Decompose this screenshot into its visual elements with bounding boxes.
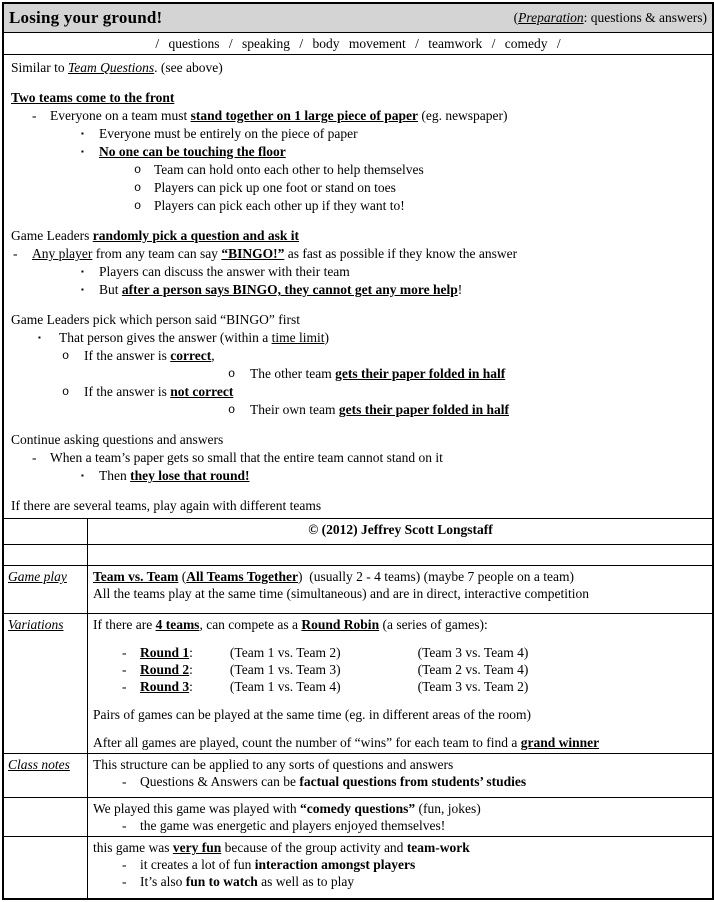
bullet-circle-icon: o [228, 403, 236, 417]
text-segment: ! [457, 282, 463, 297]
row-label-cell [4, 754, 88, 797]
page-title: Losing your ground! [9, 8, 163, 27]
text-line [92, 873, 708, 890]
text-segment: Players can discuss the answer with their team [99, 264, 350, 279]
bullet-square-icon: ▪ [81, 147, 84, 156]
text-segment: , can compete as a [199, 617, 302, 632]
text-line [4, 281, 712, 299]
text-line [92, 568, 708, 585]
text-segment: because of the group activity and [221, 840, 407, 855]
text-line [4, 311, 712, 329]
text-segment: If there are [93, 617, 156, 632]
text-segment: All Teams Together [186, 569, 299, 584]
text-segment: (Team 2 vs. Team 4) [417, 662, 529, 677]
bullet-dash-icon: - [122, 645, 127, 660]
text-line [4, 401, 712, 419]
text-segment: : [189, 645, 193, 660]
row-label-cell [4, 519, 88, 544]
bullet-dash-icon: - [32, 108, 37, 123]
table-row-class-notes [4, 753, 712, 797]
text-segment: they lose that round! [130, 468, 250, 483]
row-label-cell [4, 545, 88, 565]
bullet-square-icon: ▪ [81, 285, 84, 294]
text-segment: Two teams come to the front [11, 90, 175, 105]
row-label: Game play [8, 569, 67, 584]
keywords-bar: / questions / speaking / body movement / teamwork / comedy / [4, 33, 712, 55]
blank-line [4, 215, 712, 227]
row-label-cell [4, 837, 88, 898]
blank-line [4, 77, 712, 89]
text-segment: ( [513, 10, 519, 25]
text-segment: All the teams play at the same time (simultaneous) and are in direct, interactive competition [93, 586, 589, 601]
text-segment: (Team 1 vs. Team 4) [229, 679, 341, 694]
text-segment: as well as to play [257, 874, 355, 889]
text-segment: Pairs of games can be played at the same time (eg. in different areas of the room) [93, 707, 531, 722]
text-segment: it creates a lot of fun [140, 857, 255, 872]
text-segment: Game Leaders pick which person said “BINGO” first [11, 312, 301, 327]
text-line [4, 263, 712, 281]
bullet-square-icon: ▪ [81, 129, 84, 138]
text-segment: stand together on 1 large piece of paper [190, 108, 418, 123]
text-line [4, 347, 712, 365]
text-segment: Game Leaders [11, 228, 93, 243]
text-segment: 4 teams [155, 617, 200, 632]
blank-line [92, 633, 708, 644]
text-line [4, 431, 712, 449]
text-segment: The other team [250, 366, 336, 381]
text-line [4, 227, 712, 245]
text-segment: . (see above) [154, 60, 223, 75]
bullet-circle-icon: o [62, 385, 70, 399]
bullet-dash-icon: - [13, 246, 18, 261]
text-segment: not correct [170, 384, 234, 399]
text-segment: this game was [93, 840, 173, 855]
text-line [92, 817, 708, 834]
row-content-cell [88, 519, 712, 544]
text-segment: “BINGO!” [221, 246, 285, 261]
text-segment: (a series of games): [379, 617, 488, 632]
text-line [4, 197, 712, 215]
bullet-circle-icon: o [228, 367, 236, 381]
text-line [92, 661, 708, 678]
bullet-circle-icon: o [62, 349, 70, 363]
text-segment: ( [178, 569, 187, 584]
text-segment: If the answer is [84, 384, 171, 399]
text-segment: the game was energetic and players enjoyed themselves! [140, 818, 446, 833]
text-line [92, 734, 708, 751]
text-segment: No one can be touching the floor [99, 144, 286, 159]
text-segment: Players can pick up one foot or stand on toes [154, 180, 396, 195]
title-bar [4, 4, 712, 33]
text-line [92, 644, 708, 661]
text-segment: But [99, 282, 122, 297]
text-segment: ) [324, 330, 329, 345]
row-label: Variations [8, 617, 64, 632]
bullet-square-icon: ▪ [81, 267, 84, 276]
bullet-circle-icon: o [134, 163, 142, 177]
document [2, 2, 714, 900]
text-line [92, 773, 708, 790]
table-row-game-play [4, 565, 712, 613]
row-content-cell [88, 614, 712, 753]
text-line [4, 449, 712, 467]
text-line [4, 89, 712, 107]
text-segment: (Team 1 vs. Team 2) [229, 645, 341, 660]
text-segment: Then [99, 468, 131, 483]
text-line [92, 706, 708, 723]
bullet-dash-icon: - [122, 662, 127, 677]
text-line [4, 59, 712, 77]
text-line [92, 678, 708, 695]
text-segment: Any player [32, 246, 93, 261]
text-segment: © (2012) Jeffrey Scott Longstaff [308, 522, 493, 537]
bullet-circle-icon: o [134, 199, 142, 213]
text-line [4, 383, 712, 401]
blank-line [92, 695, 708, 706]
bullet-square-icon: ▪ [38, 333, 41, 342]
text-segment: fun to watch [185, 874, 258, 889]
text-line [4, 329, 712, 347]
text-segment: from any team can say [92, 246, 222, 261]
text-segment: Round Robin [301, 617, 380, 632]
text-segment: Preparation [518, 10, 584, 25]
text-segment: : [189, 662, 193, 677]
text-line [4, 467, 712, 485]
table-row-variations [4, 613, 712, 753]
table-row-class-notes-3 [4, 836, 712, 898]
row-content-cell [88, 566, 712, 613]
text-segment: randomly pick a question and ask it [92, 228, 300, 243]
text-segment: Everyone on a team must [50, 108, 191, 123]
text-line [92, 839, 708, 856]
text-line [92, 856, 708, 873]
text-segment: (eg. newspaper) [417, 108, 508, 123]
text-segment: After all games are played, count the number of “wins” for each team to find a [93, 735, 521, 750]
text-line [4, 107, 712, 125]
text-segment: Similar to [11, 60, 68, 75]
text-segment: It’s also [140, 874, 186, 889]
blank-line [4, 419, 712, 431]
text-line [4, 245, 712, 263]
text-segment: Team vs. Team [93, 569, 179, 584]
text-segment: Round 3 [140, 679, 190, 694]
info-table [4, 518, 712, 898]
row-label-cell [4, 798, 88, 836]
bullet-circle-icon: o [134, 181, 142, 195]
text-line [92, 585, 708, 602]
text-line [92, 616, 708, 633]
text-segment: grand winner [520, 735, 600, 750]
row-label-cell [4, 614, 88, 753]
text-segment: Round 2 [140, 662, 190, 677]
row-label-cell [4, 566, 88, 613]
text-segment: Team can hold onto each other to help themselves [154, 162, 424, 177]
text-segment: Round 1 [140, 645, 190, 660]
bullet-square-icon: ▪ [81, 471, 84, 480]
text-segment: That person gives the answer (within a [59, 330, 272, 345]
row-content-cell [88, 837, 712, 898]
text-line [92, 521, 708, 538]
text-line [92, 800, 708, 817]
bullet-dash-icon: - [122, 857, 127, 872]
text-segment: gets their paper folded in half [335, 366, 506, 381]
text-segment: When a team’s paper gets so small that the entire team cannot stand on it [50, 450, 443, 465]
row-content-cell [88, 545, 712, 565]
row-content-cell [88, 798, 712, 836]
text-segment: as fast as possible if they know the answer [284, 246, 518, 261]
text-segment: (Team 1 vs. Team 3) [229, 662, 341, 677]
text-segment: factual questions from students’ studies [299, 774, 527, 789]
text-line [4, 179, 712, 197]
preparation-note [514, 10, 707, 26]
text-segment: gets their paper folded in half [338, 402, 509, 417]
text-segment: very fun [172, 840, 222, 855]
text-line [4, 497, 712, 515]
bullet-dash-icon: - [122, 774, 127, 789]
text-segment: time limit [271, 330, 325, 345]
text-line [4, 161, 712, 179]
bullet-dash-icon: - [122, 679, 127, 694]
table-row-spacer [4, 544, 712, 565]
text-segment: Everyone must be entirely on the piece of paper [99, 126, 358, 141]
text-segment: (fun, jokes) [415, 801, 481, 816]
blank-line [4, 485, 712, 497]
text-line [4, 143, 712, 161]
text-segment: We played this game was played with [93, 801, 300, 816]
instructions-body [4, 55, 712, 518]
text-segment: (Team 3 vs. Team 4) [417, 645, 529, 660]
text-segment: Questions & Answers can be [140, 774, 300, 789]
text-line [4, 125, 712, 143]
text-segment: (Team 3 vs. Team 2) [417, 679, 529, 694]
text-segment: This structure can be applied to any sorts of questions and answers [93, 757, 454, 772]
blank-line [4, 299, 712, 311]
text-segment: “comedy questions” [299, 801, 416, 816]
text-segment: team-work [406, 840, 470, 855]
text-segment: Team Questions [68, 60, 155, 75]
blank-line [92, 723, 708, 734]
table-row-class-notes-2 [4, 797, 712, 836]
text-segment: correct [170, 348, 212, 363]
text-segment: Continue asking questions and answers [11, 432, 224, 447]
table-row-copyright [4, 518, 712, 544]
text-segment: : [189, 679, 193, 694]
row-content-cell [88, 754, 712, 797]
text-segment: after a person says BINGO, they cannot get any more help [121, 282, 458, 297]
row-label: Class notes [8, 757, 70, 772]
text-line [4, 365, 712, 383]
text-segment: : questions & answers) [583, 10, 707, 25]
bullet-dash-icon: - [32, 450, 37, 465]
text-segment: Their own team [250, 402, 339, 417]
bullet-dash-icon: - [122, 818, 127, 833]
text-segment: If there are several teams, play again with different teams [11, 498, 322, 513]
text-segment: If the answer is [84, 348, 171, 363]
text-segment: ) (usually 2 - 4 teams) (maybe 7 people on a team) [298, 569, 574, 584]
bullet-dash-icon: - [122, 874, 127, 889]
text-segment: Players can pick each other up if they want to! [154, 198, 405, 213]
text-line [92, 756, 708, 773]
text-segment: , [211, 348, 215, 363]
text-segment: interaction amongst players [254, 857, 416, 872]
